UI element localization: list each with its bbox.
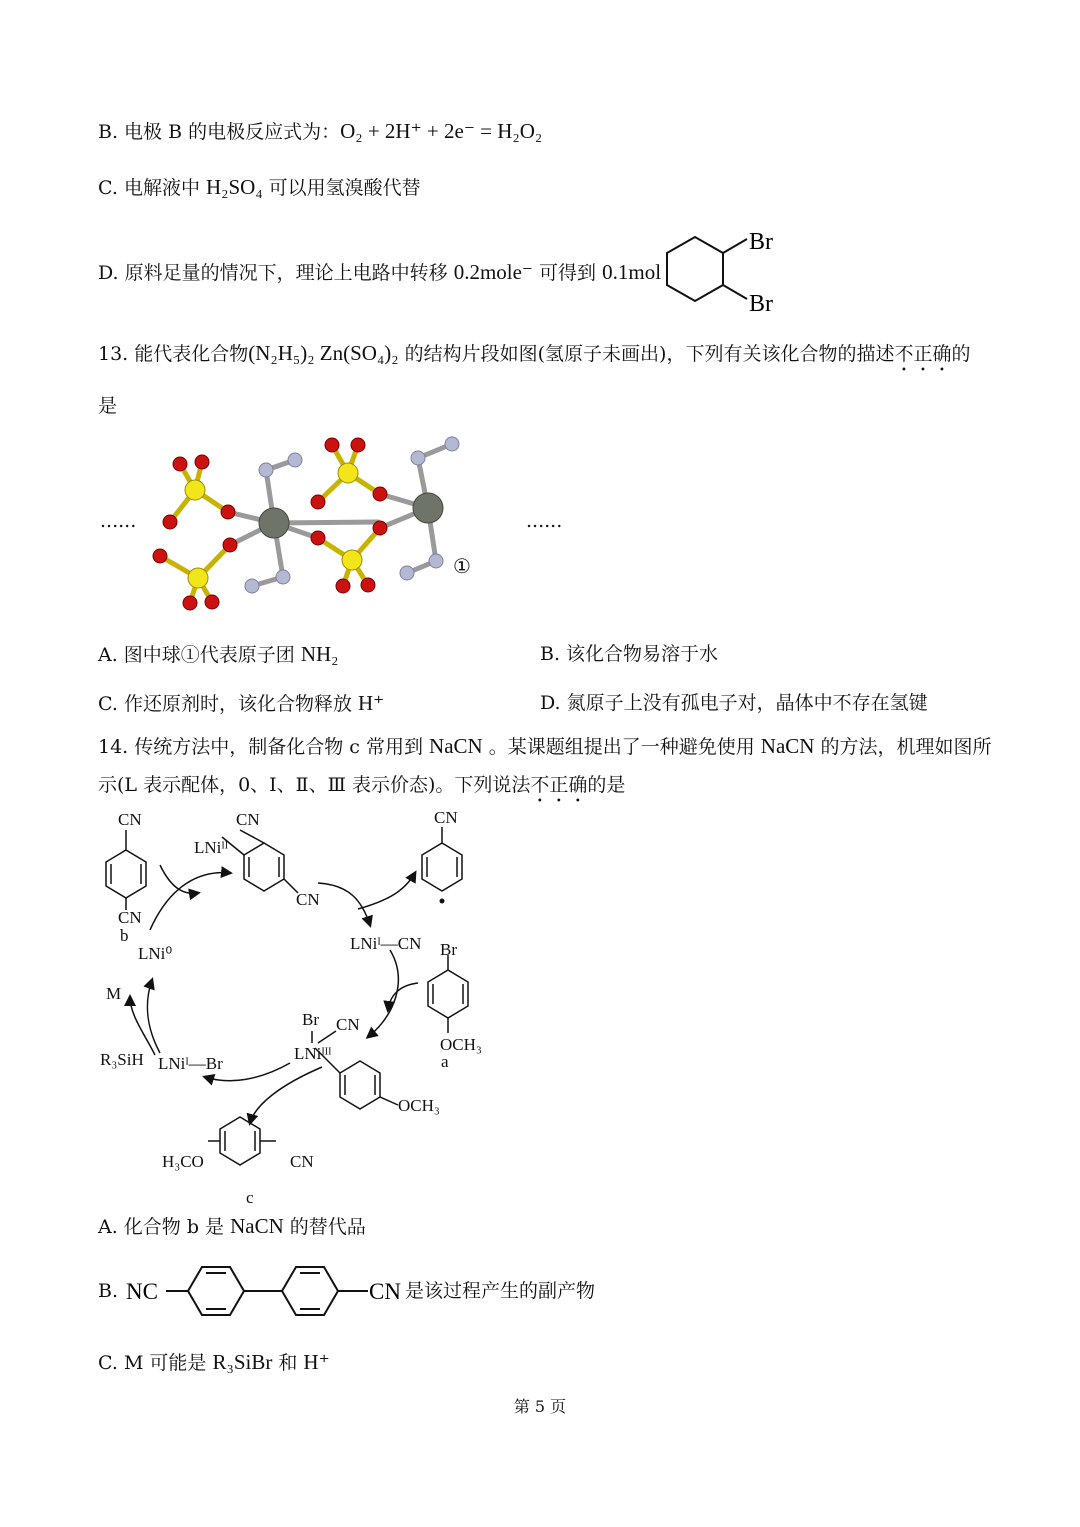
q14-option-b-prefix: B. [98, 1280, 119, 1302]
lniIII-och3: OCH₃ [398, 1096, 440, 1115]
cn-label: CN [369, 1279, 401, 1304]
a-och3-label: OCH₃ [440, 1035, 482, 1054]
q14-option-c-formula: R₃SiBr [212, 1350, 273, 1374]
q12-option-c-suffix: 可以用氢溴酸代替 [262, 177, 421, 199]
q13-option-a [98, 641, 339, 668]
r3sih-label: R₃SiH [100, 1050, 144, 1069]
q14-mechanism-diagram [90, 805, 510, 1210]
q12-option-d-mid: 可得到 [533, 262, 603, 284]
biphenyl-dinitrile-structure [126, 1258, 416, 1324]
lni0-label: LNi⁰ [138, 944, 173, 963]
br-label-bottom: Br [749, 291, 773, 317]
c-cn-label: CN [290, 1152, 314, 1171]
b-cn-top: CN [118, 810, 142, 829]
q13-formula: (N₂H₅)₂ Zn(SO₄)₂ [248, 341, 399, 365]
lniII-cn: CN [236, 810, 260, 829]
b-cn-bottom: CN [118, 908, 142, 927]
nc-label: NC [126, 1279, 158, 1304]
q12-option-b-text: B. 电极 B 的电极反应式为： [98, 121, 341, 143]
q12-option-c-text: C. 电解液中 [98, 177, 206, 199]
lniII-label: LNiᴵᴵ [194, 838, 229, 857]
m-label: M [106, 984, 122, 1003]
q14-stem2-part1: 示(L 表示配体，0、I、Ⅱ、Ⅲ 表示价态)。下列说法 [98, 774, 531, 796]
q12-option-d-amount: 0.2mole⁻ [453, 260, 534, 284]
q13-option-c [98, 690, 384, 717]
label-c: c [246, 1188, 254, 1207]
q13-stem-start: 13. 能代表化合物 [98, 343, 249, 365]
lniI-br-label: LNiᴵ—Br [158, 1054, 223, 1073]
q14-stem2-part2: 的是 [587, 774, 626, 796]
q13-stem-mid: 的结构片段如图(氢原子未画出)，下列有关该化合物的描述 [398, 343, 895, 365]
q13-option-d: D. 氮原子上没有孤电子对，晶体中不存在氢键 [540, 692, 928, 714]
q14-option-a-text: A. 化合物 b 是 [98, 1216, 231, 1238]
q14-option-a [98, 1213, 366, 1240]
q13-stem [98, 340, 971, 376]
q14-stem-part2: 。某课题组提出了一种避免使用 [482, 736, 761, 758]
q14-option-c [98, 1349, 330, 1376]
q14-option-b-suffix: 是该过程产生的副产物 [405, 1280, 596, 1302]
q14-option-c-text: C. M 可能是 [98, 1352, 213, 1374]
q13-stem-line2: 是 [98, 395, 118, 417]
q14-option-c-mid: 和 [272, 1352, 304, 1374]
c-h3co-label: H₃CO [162, 1152, 204, 1171]
q14-stem-line1 [98, 733, 992, 760]
radical-cn: CN [434, 808, 458, 827]
q12-option-d [98, 259, 661, 286]
q14-stem2-emphasis: 不正确 [530, 774, 588, 796]
label-b: b [120, 926, 129, 945]
q14-option-a-formula: NaCN [230, 1214, 284, 1238]
q12-option-d-amount2: 0.1mol [602, 260, 662, 284]
q14-stem-part3: 的方法，机理如图所 [814, 736, 992, 758]
q13-option-a-text: A. 图中球①代表原子团 [98, 644, 301, 666]
q13-stem-emphasis: 不正确 [894, 343, 952, 365]
q14-nacn-1: NaCN [429, 734, 483, 758]
q13-option-a-formula: NH₂ [300, 642, 339, 666]
q13-option-b: B. 该化合物易溶于水 [540, 643, 719, 665]
q12-option-d-text: D. 原料足量的情况下，理论上电路中转移 [98, 262, 454, 284]
q12-option-c [98, 174, 421, 201]
q12-option-c-formula: H₂SO₄ [205, 175, 263, 199]
q13-marker-1: ① [453, 554, 471, 578]
a-br-label: Br [440, 940, 457, 959]
lniIII-br: Br [302, 1010, 319, 1029]
q14-option-c-formula2: H⁺ [303, 1350, 330, 1374]
q13-ellipsis-right: ...... [526, 510, 563, 532]
lniIII-label: LNiᴵᴵᴵ [294, 1044, 332, 1063]
q14-option-a-suffix: 的替代品 [283, 1216, 366, 1238]
q13-ellipsis-left: ...... [100, 510, 137, 532]
q12-option-b-equation: O₂ + 2H⁺ + 2e⁻ = H₂O₂ [340, 119, 543, 143]
dibromocyclohexane-structure [655, 225, 795, 320]
label-a: a [441, 1052, 449, 1071]
q13-stem-end: 的 [951, 343, 971, 365]
page-footer: 第 5 页 [513, 1397, 567, 1416]
q12-option-b [98, 118, 542, 145]
q14-stem-line2 [98, 772, 625, 807]
lniII-aryl-cn: CN [296, 890, 320, 909]
lniI-cn-label: LNiᴵ—CN [350, 934, 422, 953]
q13-option-c-formula: H⁺ [357, 691, 385, 715]
q13-option-c-text: C. 作还原剂时，该化合物释放 [98, 693, 358, 715]
radical-dot [440, 899, 445, 904]
q13-crystal-structure [150, 430, 490, 615]
q14-stem-part1: 14. 传统方法中，制备化合物 c 常用到 [98, 736, 430, 758]
br-label-top: Br [749, 229, 773, 255]
q14-nacn-2: NaCN [760, 734, 815, 758]
lniIII-cn: CN [336, 1015, 360, 1034]
